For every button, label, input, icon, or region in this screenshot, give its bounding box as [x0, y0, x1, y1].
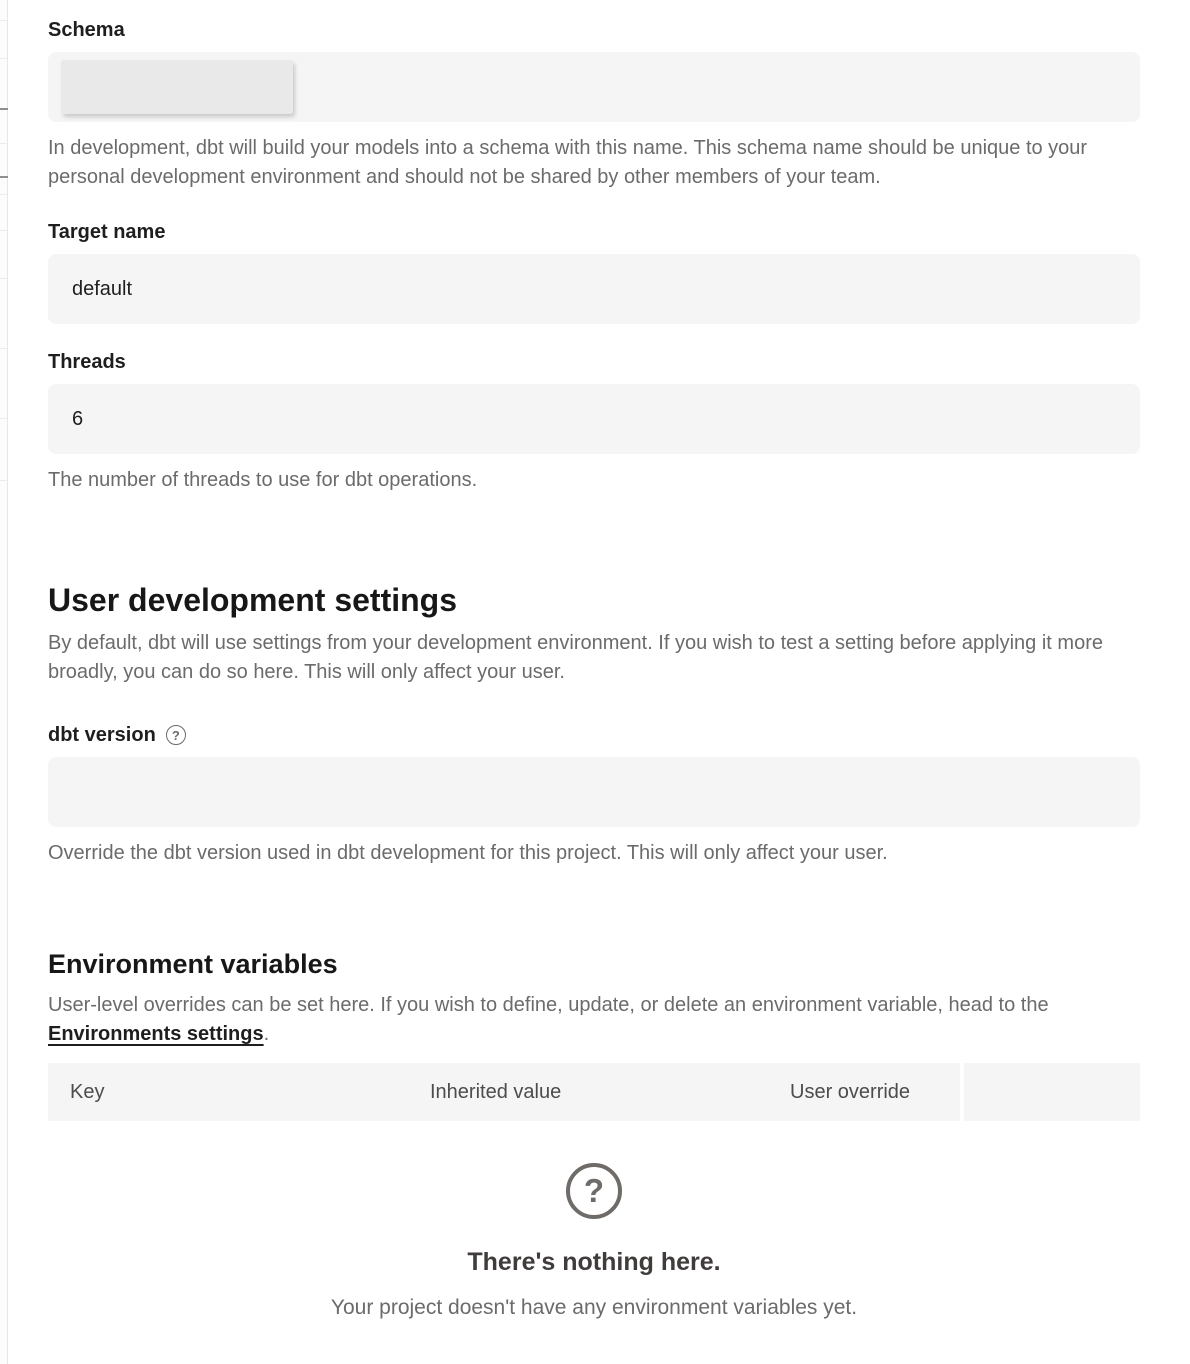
description-text: User-level overrides can be set here. If you wish to define, update, or delete an environment variable, head to the — [48, 994, 1049, 1016]
target-name-input[interactable] — [48, 254, 1140, 324]
threads-help-text: The number of threads to use for dbt operations. — [48, 469, 478, 491]
adjacent-panel-edge — [0, 0, 8, 1364]
schema-label: Schema — [48, 19, 125, 41]
empty-state-subtitle: Your project doesn't have any environment variables yet. — [330, 1296, 858, 1319]
threads-field-group — [48, 350, 1140, 495]
question-circle-icon[interactable]: ? — [166, 725, 186, 745]
dbt-version-label: dbt version — [48, 724, 156, 746]
description-period: . — [263, 1023, 270, 1045]
column-header-inherited-value: Inherited value — [430, 1063, 790, 1121]
schema-help-text: In development, dbt will build your models into a schema with this name. This schema name should be unique to your personal development environment and should not be shared by other members of your team. — [48, 137, 1088, 188]
environments-settings-link[interactable]: Environments settings — [48, 1023, 264, 1045]
column-header-user-override: User override — [790, 1063, 960, 1121]
env-variables-table-header — [48, 1063, 1140, 1121]
schema-field-group — [48, 18, 1140, 192]
target-name-label: Target name — [48, 221, 166, 243]
question-circle-icon: ? — [566, 1163, 622, 1219]
environment-variables-description — [48, 991, 1140, 1049]
user-development-settings-description: By default, dbt will use settings from your development environment. If you wish to test a setting before applying it more broadly, you can do so here. This will only affect your user. — [48, 632, 1103, 683]
column-header-key: Key — [48, 1063, 430, 1121]
dbt-version-label-row — [48, 723, 1140, 747]
user-development-settings-heading: User development settings — [48, 582, 457, 618]
threads-label: Threads — [48, 351, 126, 373]
dbt-version-help-text: Override the dbt version used in dbt development for this project. This will only affect your user. — [48, 842, 888, 864]
threads-input[interactable] — [48, 384, 1140, 454]
schema-loading-skeleton — [61, 60, 293, 114]
environment-variables-heading: Environment variables — [48, 949, 338, 979]
target-name-field-group — [48, 220, 1140, 324]
column-header-actions — [964, 1063, 1140, 1121]
empty-state-title: There's nothing here. — [467, 1248, 721, 1276]
env-variables-empty-state — [48, 1163, 1140, 1322]
schema-input[interactable] — [48, 52, 1140, 122]
dbt-version-input[interactable] — [48, 757, 1140, 827]
